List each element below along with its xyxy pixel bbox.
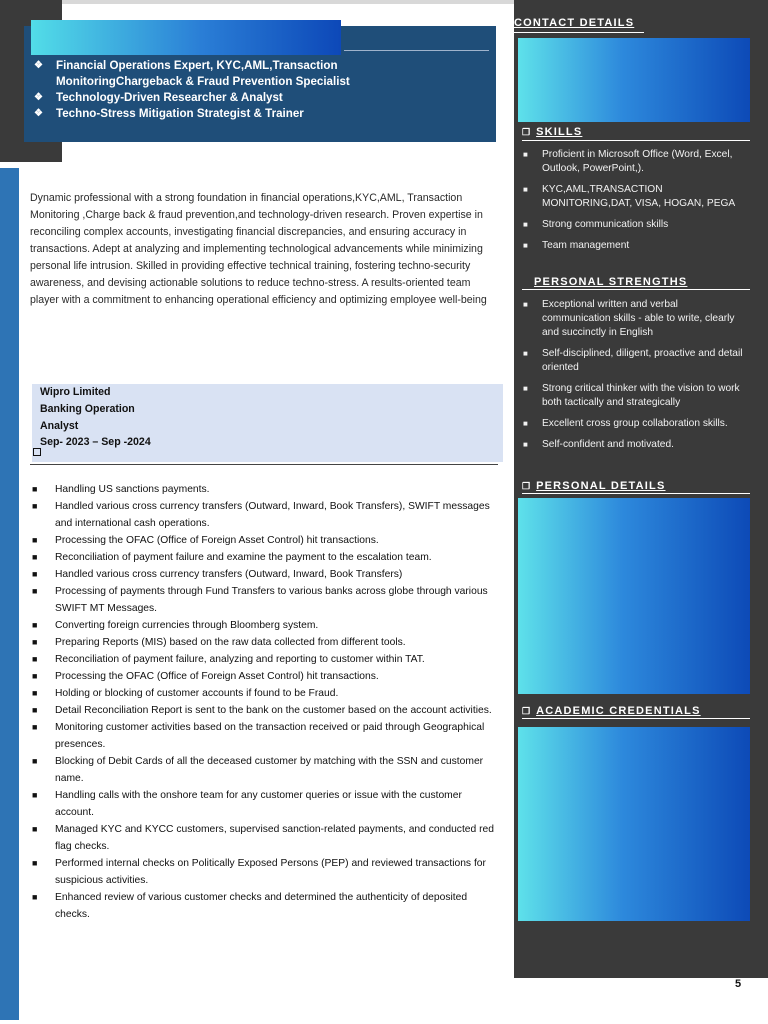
duty-text: Handling US sanctions payments. <box>55 484 210 495</box>
duty-text: Holding or blocking of customer accounts if found to be Fraud. <box>55 688 339 699</box>
square-bullet-icon: ■ <box>523 185 528 194</box>
skill-text: Team management <box>542 240 630 251</box>
strengths-list <box>520 298 745 459</box>
contact-section-title: CONTACT DETAILS <box>514 17 635 29</box>
list-item <box>30 702 500 719</box>
list-item <box>30 651 500 668</box>
list-item <box>520 218 745 232</box>
square-bullet-icon: ■ <box>32 688 38 698</box>
list-item <box>30 787 500 821</box>
list-item <box>30 668 500 685</box>
duty-text: Converting foreign currencies through Bloomberg system. <box>55 620 319 631</box>
job-divider <box>30 464 498 465</box>
square-bullet-icon: ■ <box>523 349 528 358</box>
duty-text: Reconciliation of payment failure, analyzing and reporting to customer within TAT. <box>55 654 425 665</box>
square-bullet-icon: ■ <box>32 858 38 868</box>
headline-gradient-bar <box>31 20 341 55</box>
duty-text: Processing the OFAC (Office of Foreign Asset Control) hit transactions. <box>55 671 379 682</box>
square-bullet-icon: ■ <box>32 756 38 766</box>
square-bullet-icon: ■ <box>32 501 38 511</box>
job-department: Banking Operation <box>40 403 135 415</box>
duty-text: Performed internal checks on Politically Exposed Persons (PEP) and reviewed transactions for suspicious activities. <box>55 858 486 886</box>
list-item <box>30 532 500 549</box>
list-item <box>30 566 500 583</box>
list-item <box>30 617 500 634</box>
page-number: 5 <box>735 978 742 990</box>
duty-text: Handled various cross currency transfers (Outward, Inward, Book Transfers), SWIFT messages and international cash operations. <box>55 501 490 529</box>
job-company: Wipro Limited <box>40 386 111 398</box>
strength-text: Self-disciplined, diligent, proactive and detail oriented <box>542 348 743 373</box>
duty-text: Processing the OFAC (Office of Foreign Asset Control) hit transactions. <box>55 535 379 546</box>
box-bullet-icon: ❒ <box>522 706 531 716</box>
diamond-bullet-icon: ❖ <box>34 60 43 71</box>
personal-title-text: PERSONAL DETAILS <box>536 480 666 492</box>
headline-item-text: Techno-Stress Mitigation Strategist & Trainer <box>56 107 304 120</box>
academic-title-text: ACADEMIC CREDENTIALS <box>536 705 701 717</box>
skill-text: KYC,AML,TRANSACTION MONITORING,DAT, VISA, HOGAN, PEGA <box>542 184 736 209</box>
academic-title-rule <box>522 718 750 719</box>
left-accent-bar <box>0 168 19 1020</box>
box-bullet-icon: ❒ <box>522 127 531 137</box>
personal-section-title <box>522 480 666 492</box>
list-item <box>30 855 500 889</box>
list-item <box>30 685 500 702</box>
square-bullet-icon: ■ <box>32 569 38 579</box>
duty-text: Monitoring customer activities based on the transaction received or paid through Geographical presences. <box>55 722 485 750</box>
strength-text: Excellent cross group collaboration skills. <box>542 418 728 429</box>
list-item <box>30 821 500 855</box>
personal-title-rule <box>522 493 750 494</box>
square-bullet-icon: ■ <box>32 671 38 681</box>
duties-list <box>30 481 500 923</box>
square-bullet-icon: ■ <box>32 586 38 596</box>
skill-text: Strong communication skills <box>542 219 669 230</box>
list-item <box>520 239 745 253</box>
job-role: Analyst <box>40 420 79 432</box>
square-bullet-icon: ■ <box>32 535 38 545</box>
list-item <box>30 719 500 753</box>
square-bullet-icon: ■ <box>523 150 528 159</box>
academic-section-title <box>522 705 701 717</box>
duty-text: Reconciliation of payment failure and examine the payment to the escalation team. <box>55 552 432 563</box>
square-bullet-icon: ■ <box>32 892 38 902</box>
list-item <box>30 583 500 617</box>
square-bullet-icon: ■ <box>32 790 38 800</box>
diamond-bullet-icon: ❖ <box>34 108 43 119</box>
square-bullet-icon: ■ <box>523 419 528 428</box>
list-item <box>520 438 745 452</box>
duty-text: Enhanced review of various customer checks and determined the authenticity of deposited checks. <box>55 892 468 920</box>
headline-item-text: Technology-Driven Researcher & Analyst <box>56 91 283 104</box>
skills-section-title <box>522 126 582 138</box>
list-item <box>520 382 745 410</box>
box-bullet-icon <box>33 448 41 456</box>
square-bullet-icon: ■ <box>523 300 528 309</box>
list-item <box>520 183 745 211</box>
contact-title-rule <box>514 32 644 33</box>
list-item <box>30 634 500 651</box>
skill-text: Proficient in Microsoft Office (Word, Excel, Outlook, PowerPoint,). <box>542 149 733 174</box>
list-item <box>520 298 745 340</box>
list-item <box>30 498 500 532</box>
list-item <box>30 889 500 923</box>
square-bullet-icon: ■ <box>32 824 38 834</box>
contact-details-box <box>518 38 750 122</box>
skills-title-rule <box>522 140 750 141</box>
square-bullet-icon: ■ <box>32 654 38 664</box>
list-item <box>520 347 745 375</box>
list-item <box>30 753 500 787</box>
strengths-section-title: PERSONAL STRENGTHS <box>534 276 688 288</box>
headline-item <box>34 58 396 90</box>
list-item <box>30 481 500 498</box>
strength-text: Strong critical thinker with the vision to work both tactically and strategically <box>542 383 740 408</box>
headline-item <box>34 106 396 122</box>
list-item <box>30 549 500 566</box>
strength-text: Exceptional written and verbal communication skills - able to write, clearly and succinctly in English <box>542 299 735 338</box>
duty-text: Handling calls with the onshore team for any customer queries or issue with the customer account. <box>55 790 462 818</box>
profile-summary: Dynamic professional with a strong foundation in financial operations,KYC,AML, Transaction Monitoring ,Charge back & fraud prevention,and technology-driven research. Proven expertise in reconciling complex accounts, investigating financial discrepancies, and ensuring accuracy in transactions. Adept at analyzing and implementing technological advancements while minimizing personal life intrusion. Skilled in providing effective technical training, fostering techno-security awareness, and devising actionable solutions to reduce techno-stress. A results-oriented team player with a commitment to enhancing operational efficiency and optimizing employee well-being <box>30 192 487 306</box>
square-bullet-icon: ■ <box>32 637 38 647</box>
list-item <box>520 417 745 431</box>
strength-text: Self-confident and motivated. <box>542 439 674 450</box>
square-bullet-icon: ■ <box>32 620 38 630</box>
square-bullet-icon: ■ <box>32 552 38 562</box>
headline-item <box>34 90 396 106</box>
square-bullet-icon: ■ <box>523 220 528 229</box>
square-bullet-icon: ■ <box>523 241 528 250</box>
duty-text: Preparing Reports (MIS) based on the raw data collected from different tools. <box>55 637 406 648</box>
diamond-bullet-icon: ❖ <box>34 92 43 103</box>
duty-text: Handled various cross currency transfers (Outward, Inward, Book Transfers) <box>55 569 403 580</box>
square-bullet-icon: ■ <box>32 705 38 715</box>
square-bullet-icon: ■ <box>523 384 528 393</box>
headline-rule <box>344 50 489 51</box>
list-item <box>520 148 745 176</box>
duty-text: Managed KYC and KYCC customers, supervised sanction-related payments, and conducted red flag checks. <box>55 824 495 852</box>
academic-credentials-box <box>518 727 750 921</box>
square-bullet-icon: ■ <box>32 484 38 494</box>
duty-text: Blocking of Debit Cards of all the deceased customer by matching with the SSN and customer name. <box>55 756 484 784</box>
duty-text: Processing of payments through Fund Transfers to various banks across globe through various SWIFT MT Messages. <box>55 586 488 614</box>
box-bullet-icon: ❒ <box>522 481 531 491</box>
skills-list <box>520 148 745 260</box>
square-bullet-icon: ■ <box>523 440 528 449</box>
skills-title-text: SKILLS <box>536 126 583 138</box>
strengths-title-rule <box>522 289 750 290</box>
job-period: Sep- 2023 – Sep -2024 <box>40 436 151 448</box>
headline-list <box>34 58 396 122</box>
duty-text: Detail Reconciliation Report is sent to the bank on the customer based on the account activities. <box>55 705 492 716</box>
square-bullet-icon: ■ <box>32 722 38 732</box>
personal-details-box <box>518 498 750 694</box>
headline-item-text: Financial Operations Expert, KYC,AML,Transaction MonitoringChargeback & Fraud Prevention Specialist <box>56 59 350 88</box>
